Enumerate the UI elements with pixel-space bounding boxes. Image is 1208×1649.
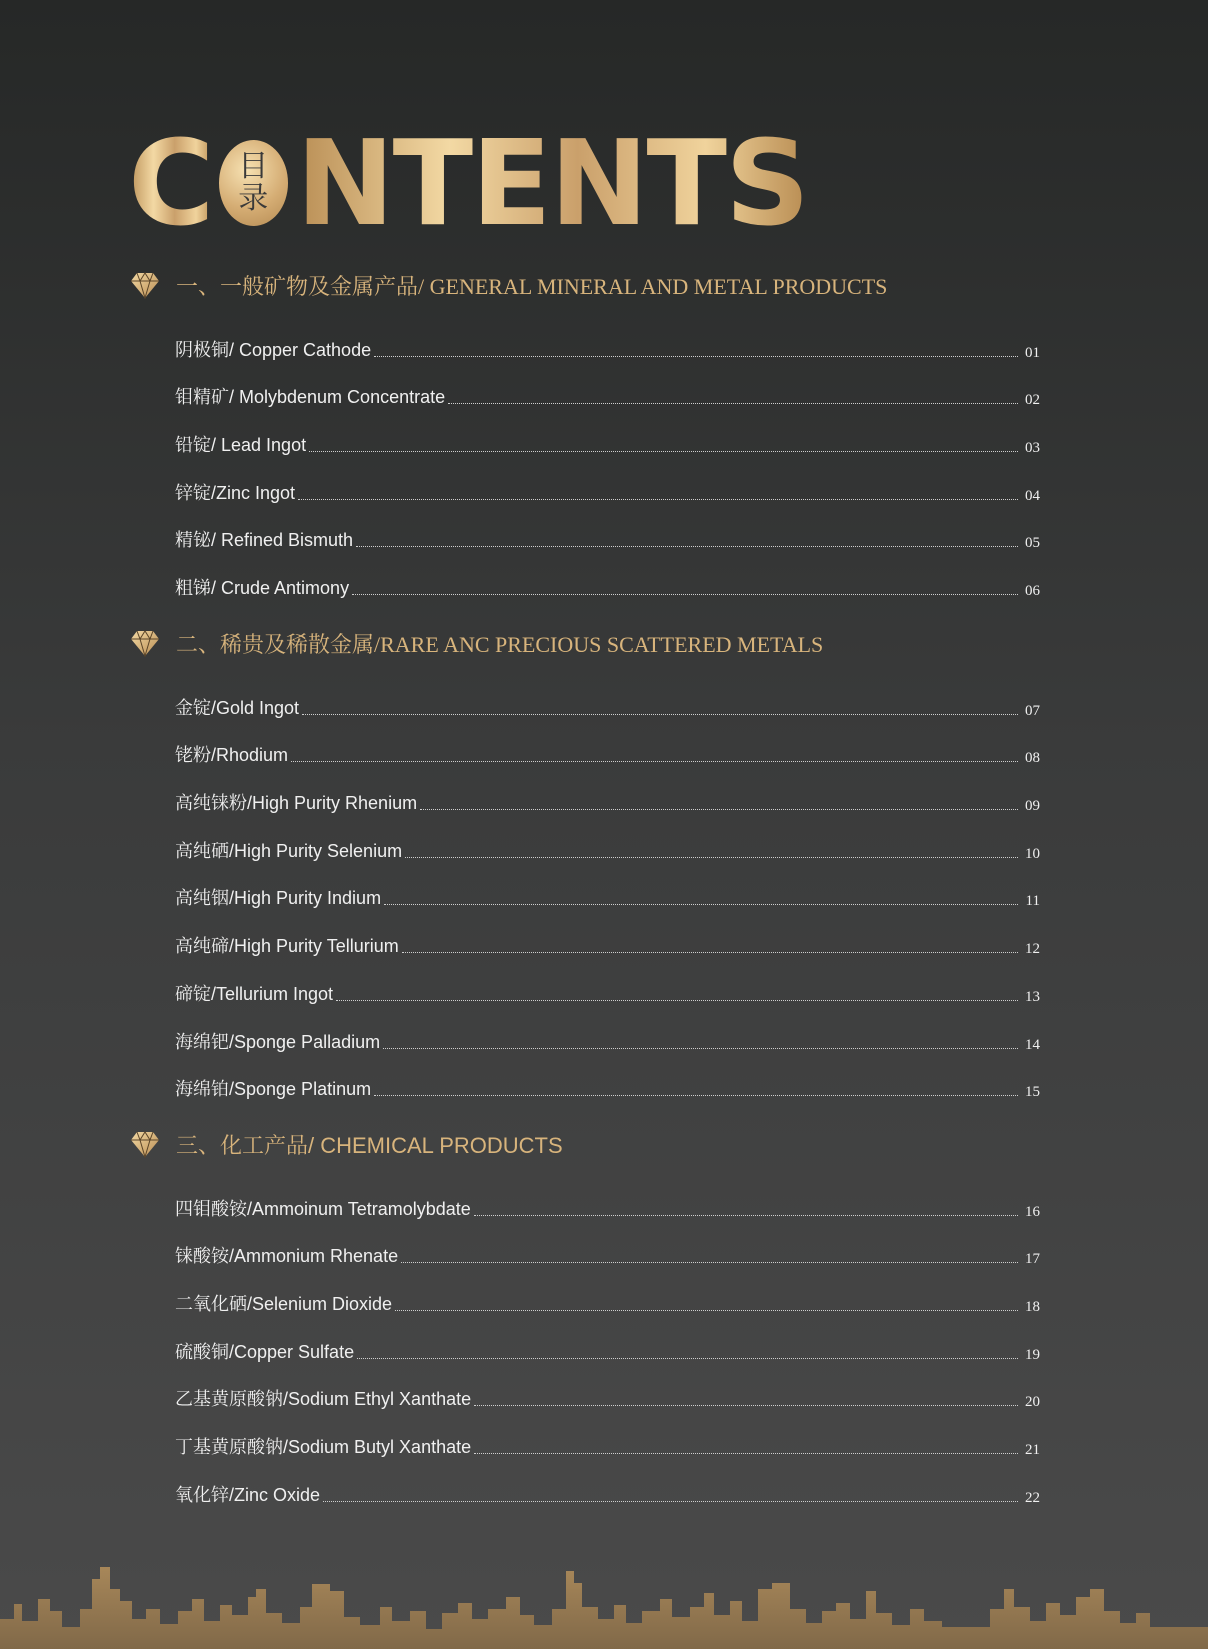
diamond-icon xyxy=(130,271,160,299)
toc-entry[interactable] xyxy=(175,1221,1040,1269)
dot-leader xyxy=(298,498,1018,500)
dot-leader xyxy=(448,402,1018,404)
dot-leader xyxy=(384,903,1018,905)
toc-entry[interactable] xyxy=(175,362,1040,410)
page-number: 20 xyxy=(1025,1394,1040,1411)
toc-list xyxy=(175,672,1040,1101)
entry-name: 氧化锌/Zinc Oxide xyxy=(175,1484,321,1505)
section-header xyxy=(130,268,1040,302)
dot-leader xyxy=(402,951,1018,953)
toc-entry[interactable] xyxy=(175,505,1040,553)
page-number: 19 xyxy=(1025,1346,1040,1363)
dot-leader xyxy=(395,1309,1018,1311)
section-rare-precious xyxy=(130,626,1040,1101)
toc-list xyxy=(175,314,1040,600)
dot-leader xyxy=(302,713,1018,715)
toc-entry[interactable] xyxy=(175,1459,1040,1507)
entry-name: 锌锭/Zinc Ingot xyxy=(175,482,296,503)
page-number: 14 xyxy=(1025,1036,1040,1053)
dot-leader xyxy=(374,355,1018,357)
page-number: 12 xyxy=(1025,941,1040,958)
dot-leader xyxy=(323,1500,1018,1502)
toc-entry[interactable] xyxy=(175,958,1040,1006)
entry-name: 乙基黄原酸钠/Sodium Ethyl Xanthate xyxy=(175,1389,472,1410)
entry-name: 金锭/Gold Ingot xyxy=(175,697,300,718)
page-number: 22 xyxy=(1025,1489,1040,1506)
dot-leader xyxy=(336,999,1018,1001)
toc-entry[interactable] xyxy=(175,720,1040,768)
entry-name: 丁基黄原酸钠/Sodium Butyl Xanthate xyxy=(175,1437,472,1458)
page-number: 15 xyxy=(1025,1084,1040,1101)
toc-entry[interactable] xyxy=(175,314,1040,362)
section-chemical xyxy=(130,1127,1040,1507)
entry-name: 高纯铼粉/High Purity Rhenium xyxy=(175,793,418,814)
entry-name: 铅锭/ Lead Ingot xyxy=(175,435,307,456)
dot-leader xyxy=(309,450,1018,452)
page-number: 21 xyxy=(1025,1442,1040,1459)
dot-leader xyxy=(474,1452,1018,1454)
toc-entry[interactable] xyxy=(175,409,1040,457)
toc-entry[interactable] xyxy=(175,767,1040,815)
toc-entry[interactable] xyxy=(175,1411,1040,1459)
dot-leader xyxy=(357,1357,1018,1359)
toc-entry[interactable] xyxy=(175,815,1040,863)
toc-entry[interactable] xyxy=(175,910,1040,958)
entry-name: 高纯硒/High Purity Selenium xyxy=(175,840,403,861)
diamond-icon xyxy=(130,1130,160,1158)
dot-leader xyxy=(291,760,1018,762)
dot-leader xyxy=(374,1094,1018,1096)
dot-leader xyxy=(405,856,1018,858)
section-general-mineral xyxy=(130,268,1040,600)
title-circle-mulu xyxy=(219,140,288,226)
city-skyline-decoration xyxy=(0,1549,1208,1649)
toc-entry[interactable] xyxy=(175,1173,1040,1221)
section-title: 二、稀贵及稀散金属/RARE ANC PRECIOUS SCATTERED METALS xyxy=(176,631,824,657)
entry-name: 硫酸铜/Copper Sulfate xyxy=(175,1341,355,1362)
toc-list xyxy=(175,1173,1040,1507)
entry-name: 铼酸铵/Ammonium Rhenate xyxy=(175,1246,399,1267)
contents-title xyxy=(128,114,808,252)
toc-entry[interactable] xyxy=(175,1364,1040,1412)
entry-name: 碲锭/Tellurium Ingot xyxy=(175,983,334,1004)
page-number: 11 xyxy=(1025,893,1040,910)
section-title: 三、化工产品/ CHEMICAL PRODUCTS xyxy=(176,1132,563,1158)
entry-name: 阴极铜/ Copper Cathode xyxy=(175,339,372,360)
page-number: 04 xyxy=(1025,487,1040,504)
page-number: 05 xyxy=(1025,535,1040,552)
page-number: 07 xyxy=(1025,702,1040,719)
title-circle-top-char: 目 xyxy=(238,149,269,184)
toc-entry[interactable] xyxy=(175,552,1040,600)
toc-entry[interactable] xyxy=(175,1268,1040,1316)
dot-leader xyxy=(474,1404,1018,1406)
entry-name: 铑粉/Rhodium xyxy=(175,745,289,766)
page-number: 09 xyxy=(1025,798,1040,815)
dot-leader xyxy=(420,808,1018,810)
dot-leader xyxy=(356,545,1018,547)
toc-entry[interactable] xyxy=(175,863,1040,911)
entry-name: 海绵钯/Sponge Palladium xyxy=(175,1031,381,1052)
dot-leader xyxy=(352,593,1018,595)
section-header xyxy=(130,1127,1040,1161)
toc-entry[interactable] xyxy=(175,1316,1040,1364)
title-letters-rest: NTENTS xyxy=(295,114,808,252)
entry-name: 四钼酸铵/Ammoinum Tetramolybdate xyxy=(175,1198,471,1219)
page-number: 18 xyxy=(1025,1299,1040,1316)
entry-name: 二氧化硒/Selenium Dioxide xyxy=(175,1294,393,1315)
page-number: 08 xyxy=(1025,750,1040,767)
entry-name: 高纯铟/High Purity Indium xyxy=(175,888,382,909)
page-number: 17 xyxy=(1025,1251,1040,1268)
diamond-icon xyxy=(130,629,160,657)
toc-entry[interactable] xyxy=(175,672,1040,720)
entry-name: 钼精矿/ Molybdenum Concentrate xyxy=(175,387,446,408)
page-number: 06 xyxy=(1025,583,1040,600)
toc-entry[interactable] xyxy=(175,1006,1040,1054)
page-number: 02 xyxy=(1025,392,1040,409)
title-letter-c: C xyxy=(128,114,213,252)
title-circle-bottom-char: 录 xyxy=(238,181,269,216)
page-number: 01 xyxy=(1025,344,1040,361)
page-number: 13 xyxy=(1025,988,1040,1005)
dot-leader xyxy=(474,1214,1018,1216)
toc-entry[interactable] xyxy=(175,1054,1040,1102)
dot-leader xyxy=(401,1261,1018,1263)
page-number: 10 xyxy=(1025,845,1040,862)
section-header xyxy=(130,626,1040,660)
page-number: 03 xyxy=(1025,440,1040,457)
dot-leader xyxy=(383,1047,1018,1049)
section-title: 一、一般矿物及金属产品/ GENERAL MINERAL AND METAL PRODUCTS xyxy=(176,273,888,299)
entry-name: 粗锑/ Crude Antimony xyxy=(175,578,350,599)
entry-name: 高纯碲/High Purity Tellurium xyxy=(175,936,399,957)
toc-entry[interactable] xyxy=(175,457,1040,505)
entry-name: 海绵铂/Sponge Platinum xyxy=(175,1079,372,1100)
entry-name: 精铋/ Refined Bismuth xyxy=(175,530,354,551)
page-number: 16 xyxy=(1025,1203,1040,1220)
